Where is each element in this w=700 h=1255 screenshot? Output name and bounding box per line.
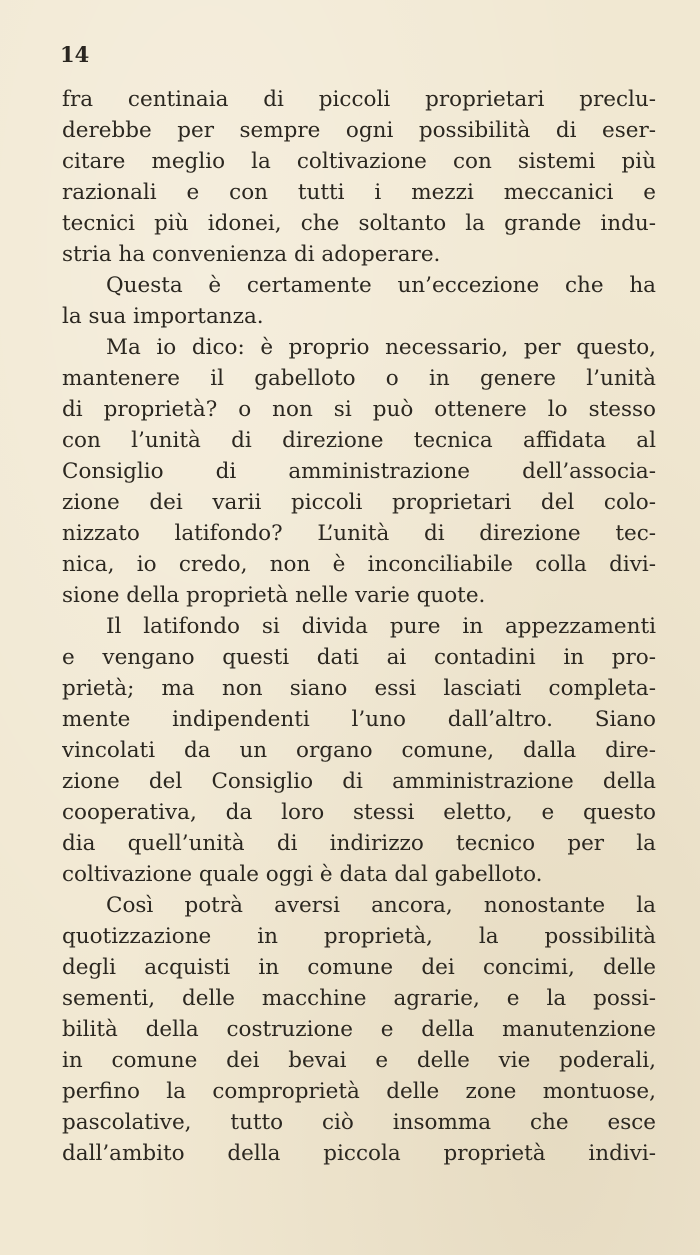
text-line: zione del Consiglio di amministrazione della — [62, 769, 656, 794]
text-line: sione della proprietà nelle varie quote. — [62, 583, 486, 608]
text-line: quotizzazione in proprietà, la possibilità — [62, 924, 656, 949]
text-line: pascolative, tutto ciò insomma che esce — [62, 1110, 656, 1135]
text-line: bilità della costruzione e della manutenzione — [62, 1017, 656, 1042]
text-line: cooperativa, da loro stessi eletto, e questo — [62, 800, 656, 825]
page-number: 14 — [60, 42, 90, 67]
text-line: nica, io credo, non è inconciliabile colla divi- — [62, 552, 656, 577]
text-line: mente indipendenti l’uno dall’altro. Siano — [62, 707, 656, 732]
text-line: coltivazione quale oggi è data dal gabelloto. — [62, 862, 543, 887]
text-line: Consiglio di amministrazione dell’associa- — [62, 459, 656, 484]
text-line: Ma io dico: è proprio necessario, per questo, — [106, 335, 656, 360]
text-line: in comune dei bevai e delle vie poderali, — [62, 1048, 656, 1073]
text-line: stria ha convenienza di adoperare. — [62, 242, 441, 267]
text-line: Così potrà aversi ancora, nonostante la — [106, 893, 656, 918]
text-line: razionali e con tutti i mezzi meccanici e — [62, 180, 656, 205]
text-line: citare meglio la coltivazione con sistemi più — [62, 149, 656, 174]
text-line: derebbe per sempre ogni possibilità di eser- — [62, 118, 656, 143]
text-line: Questa è certamente un’eccezione che ha — [106, 273, 656, 298]
text-line: Il latifondo si divida pure in appezzamenti — [106, 614, 656, 639]
text-line: la sua importanza. — [62, 304, 264, 329]
text-line: perfino la comproprietà delle zone montuose, — [62, 1079, 656, 1104]
text-line: fra centinaia di piccoli proprietari preclu- — [62, 87, 656, 112]
text-line: e vengano questi dati ai contadini in pro- — [62, 645, 656, 670]
text-line: nizzato latifondo? L’unità di direzione tec- — [62, 521, 656, 546]
text-line: dall’ambito della piccola proprietà indivi- — [62, 1141, 656, 1166]
text-line: mantenere il gabelloto o in genere l’unità — [62, 366, 656, 391]
text-line: prietà; ma non siano essi lasciati completa- — [62, 676, 656, 701]
text-line: vincolati da un organo comune, dalla dire- — [62, 738, 656, 763]
text-line: sementi, delle macchine agrarie, e la possi- — [62, 986, 656, 1011]
text-line: con l’unità di direzione tecnica affidata al — [62, 428, 656, 453]
body-text — [62, 84, 656, 1169]
text-line: dia quell’unità di indirizzo tecnico per la — [62, 831, 656, 856]
text-line: zione dei varii piccoli proprietari del colo- — [62, 490, 656, 515]
text-line: tecnici più idonei, che soltanto la grande indu- — [62, 211, 656, 236]
text-line: degli acquisti in comune dei concimi, delle — [62, 955, 656, 980]
text-line: di proprietà? o non si può ottenere lo stesso — [62, 397, 656, 422]
